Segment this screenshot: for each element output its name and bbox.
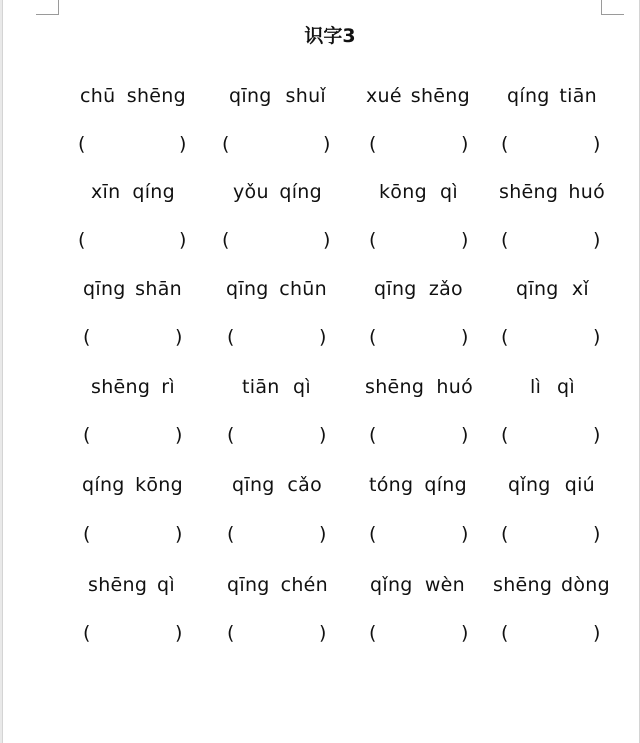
answer-blank-close-paren: ) — [461, 523, 469, 545]
answer-blank-open-paren: ( — [501, 326, 509, 348]
pinyin-word — [226, 278, 327, 300]
pinyin-word — [232, 474, 322, 496]
pinyin-syllable: qíng — [279, 181, 322, 203]
answer-blank-close-paren: ) — [179, 133, 187, 155]
pinyin-syllable: qǐng — [370, 574, 413, 596]
pinyin-syllable: xīn — [91, 181, 121, 203]
answer-blank-open-paren: ( — [222, 229, 230, 251]
pinyin-syllable: tiān — [242, 376, 280, 398]
margin-corner-mark-right — [601, 0, 624, 15]
pinyin-syllable: qì — [293, 376, 311, 398]
answer-blank-close-paren: ) — [593, 424, 601, 446]
answer-blank-close-paren: ) — [323, 229, 331, 251]
answer-row — [0, 326, 640, 356]
pinyin-word — [233, 181, 322, 203]
answer-row — [0, 229, 640, 259]
answer-blank-close-paren: ) — [593, 523, 601, 545]
answer-blank-open-paren: ( — [369, 229, 377, 251]
answer-blank-close-paren: ) — [593, 229, 601, 251]
answer-blank-close-paren: ) — [593, 326, 601, 348]
pinyin-syllable: rì — [161, 376, 175, 398]
answer-blank-close-paren: ) — [461, 622, 469, 644]
answer-blank-close-paren: ) — [593, 622, 601, 644]
margin-corner-mark-left — [36, 0, 59, 15]
answer-blank-close-paren: ) — [319, 326, 327, 348]
pinyin-row — [0, 474, 640, 504]
answer-blank-close-paren: ) — [175, 523, 183, 545]
answer-row — [0, 622, 640, 652]
pinyin-word — [91, 376, 175, 398]
answer-row — [0, 424, 640, 454]
pinyin-syllable: qīng — [83, 278, 126, 300]
pinyin-word — [374, 278, 463, 300]
answer-blank-open-paren: ( — [501, 622, 509, 644]
pinyin-word — [499, 181, 605, 203]
answer-blank-open-paren: ( — [227, 424, 235, 446]
pinyin-syllable: qīng — [226, 278, 269, 300]
pinyin-word — [493, 574, 610, 596]
pinyin-syllable: yǒu — [233, 181, 269, 203]
pinyin-syllable: lì — [530, 376, 542, 398]
answer-blank-open-paren: ( — [369, 133, 377, 155]
pinyin-syllable: qīng — [374, 278, 417, 300]
pinyin-word — [82, 474, 183, 496]
pinyin-word — [80, 85, 186, 107]
answer-row — [0, 523, 640, 553]
pinyin-syllable: qì — [157, 574, 175, 596]
answer-blank-close-paren: ) — [461, 229, 469, 251]
pinyin-syllable: shēng — [365, 376, 425, 398]
answer-row — [0, 133, 640, 163]
answer-blank-open-paren: ( — [227, 622, 235, 644]
answer-blank-open-paren: ( — [501, 229, 509, 251]
pinyin-syllable: zǎo — [428, 278, 463, 300]
pinyin-syllable: kōng — [135, 474, 183, 496]
pinyin-row — [0, 376, 640, 406]
pinyin-word — [229, 85, 326, 107]
answer-blank-open-paren: ( — [369, 622, 377, 644]
answer-blank-open-paren: ( — [78, 133, 86, 155]
pinyin-syllable: qíng — [507, 85, 550, 107]
answer-blank-open-paren: ( — [83, 622, 91, 644]
pinyin-syllable: cǎo — [287, 474, 322, 496]
pinyin-syllable: qǐng — [508, 474, 551, 496]
pinyin-syllable: qì — [440, 181, 458, 203]
pinyin-row — [0, 278, 640, 308]
answer-blank-open-paren: ( — [501, 133, 509, 155]
answer-blank-close-paren: ) — [461, 133, 469, 155]
answer-blank-open-paren: ( — [83, 523, 91, 545]
pinyin-syllable: qīng — [227, 574, 270, 596]
answer-blank-close-paren: ) — [323, 133, 331, 155]
answer-blank-open-paren: ( — [83, 424, 91, 446]
answer-blank-close-paren: ) — [319, 523, 327, 545]
pinyin-syllable: qīng — [232, 474, 275, 496]
pinyin-word — [530, 376, 575, 398]
pinyin-syllable: wèn — [424, 574, 465, 596]
pinyin-syllable: shēng — [88, 574, 148, 596]
answer-blank-open-paren: ( — [227, 326, 235, 348]
answer-blank-open-paren: ( — [227, 523, 235, 545]
answer-blank-close-paren: ) — [175, 424, 183, 446]
pinyin-syllable: qīng — [516, 278, 559, 300]
pinyin-syllable: shēng — [410, 85, 470, 107]
pinyin-word — [379, 181, 458, 203]
pinyin-word — [369, 474, 467, 496]
answer-blank-close-paren: ) — [319, 424, 327, 446]
pinyin-syllable: huó — [568, 181, 605, 203]
pinyin-syllable: shēng — [499, 181, 559, 203]
pinyin-row — [0, 574, 640, 604]
pinyin-word — [242, 376, 311, 398]
answer-blank-close-paren: ) — [461, 424, 469, 446]
answer-blank-close-paren: ) — [593, 133, 601, 155]
pinyin-word — [508, 474, 595, 496]
pinyin-syllable: qíng — [424, 474, 467, 496]
answer-blank-open-paren: ( — [501, 523, 509, 545]
pinyin-syllable: shān — [135, 278, 182, 300]
pinyin-row — [0, 85, 640, 115]
pinyin-word — [83, 278, 182, 300]
pinyin-word — [370, 574, 465, 596]
pinyin-syllable: tiān — [559, 85, 597, 107]
pinyin-syllable: huó — [436, 376, 473, 398]
pinyin-word — [88, 574, 175, 596]
pinyin-syllable: shuǐ — [285, 85, 326, 107]
pinyin-word — [516, 278, 589, 300]
pinyin-syllable: tóng — [369, 474, 414, 496]
pinyin-syllable: qiú — [564, 474, 595, 496]
pinyin-word — [507, 85, 597, 107]
answer-blank-close-paren: ) — [175, 326, 183, 348]
pinyin-syllable: qíng — [82, 474, 125, 496]
pinyin-syllable: shēng — [493, 574, 553, 596]
pinyin-syllable: xǐ — [571, 278, 589, 300]
answer-blank-open-paren: ( — [78, 229, 86, 251]
answer-blank-open-paren: ( — [369, 523, 377, 545]
pinyin-word — [227, 574, 328, 596]
answer-blank-close-paren: ) — [179, 229, 187, 251]
answer-blank-open-paren: ( — [369, 326, 377, 348]
pinyin-word — [366, 85, 470, 107]
answer-blank-open-paren: ( — [501, 424, 509, 446]
pinyin-syllable: shēng — [91, 376, 151, 398]
pinyin-syllable: chén — [280, 574, 328, 596]
pinyin-syllable: dòng — [561, 574, 610, 596]
pinyin-syllable: shēng — [126, 85, 186, 107]
pinyin-syllable: kōng — [379, 181, 427, 203]
pinyin-word — [91, 181, 175, 203]
answer-blank-close-paren: ) — [461, 326, 469, 348]
answer-blank-open-paren: ( — [222, 133, 230, 155]
pinyin-syllable: chū — [80, 85, 116, 107]
pinyin-syllable: qíng — [132, 181, 175, 203]
answer-blank-close-paren: ) — [175, 622, 183, 644]
pinyin-syllable: qīng — [229, 85, 272, 107]
pinyin-syllable: xué — [366, 85, 402, 107]
pinyin-syllable: qì — [557, 376, 575, 398]
pinyin-syllable: chūn — [279, 278, 327, 300]
answer-blank-close-paren: ) — [319, 622, 327, 644]
page-title: 识字3 — [304, 25, 356, 47]
pinyin-word — [365, 376, 473, 398]
pinyin-row — [0, 181, 640, 211]
answer-blank-open-paren: ( — [83, 326, 91, 348]
answer-blank-open-paren: ( — [369, 424, 377, 446]
